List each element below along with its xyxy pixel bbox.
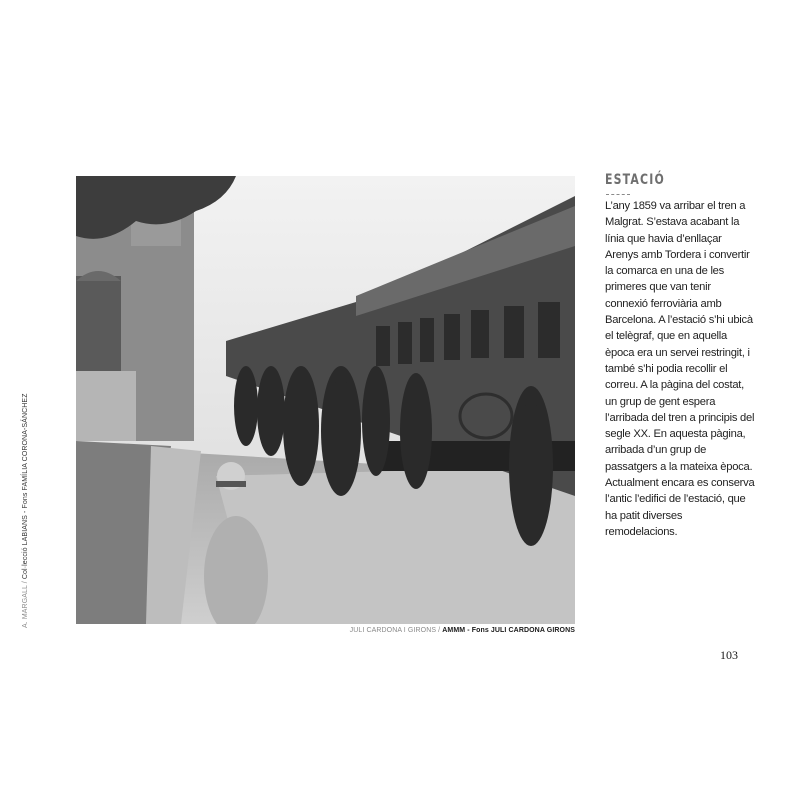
caption-photographer: JULI CARDONA I GIRONS — [349, 627, 437, 634]
caption-separator: / — [436, 627, 443, 634]
side-photo-credit — [22, 393, 29, 628]
side-credit-author: A. MARGALL / — [22, 579, 29, 628]
historic-station-photo — [76, 176, 575, 624]
section-title: ESTACIÓ — [605, 172, 665, 188]
body-paragraph: L’any 1859 va arribar el tren a Malgrat. S’estava acabant la línia que havia d’enllaçar Arenys amb Tordera i convertir la comarca en una de les primeres que van tenir connexió ferroviària amb Barcelona. A l’estació s’hi ubicà el telègraf, que en aquella època era un servei restringit, i també s’hi podia recollir el correu. A la pàgina del costat, un grup de gent espera l’arribada del tren a principis del segle XX. En aquesta pàgina, arribada d’un grup de passatgers a la mateixa època. Actualment encara es conserva l’antic l’edifici de l’estació, que ha patit diverses remodelacions. — [605, 200, 755, 538]
page-number: 103 — [720, 648, 738, 662]
title-divider — [606, 194, 630, 195]
caption-archive: AMMM - Fons JULI CARDONA GIRONS — [442, 627, 575, 634]
train-station-photo-icon — [76, 176, 575, 624]
photo-caption — [76, 627, 575, 634]
side-credit-collection: Col·lecció LABIANS - Fons FAMÍLIA CORONA-SÁNCHEZ — [22, 393, 29, 580]
